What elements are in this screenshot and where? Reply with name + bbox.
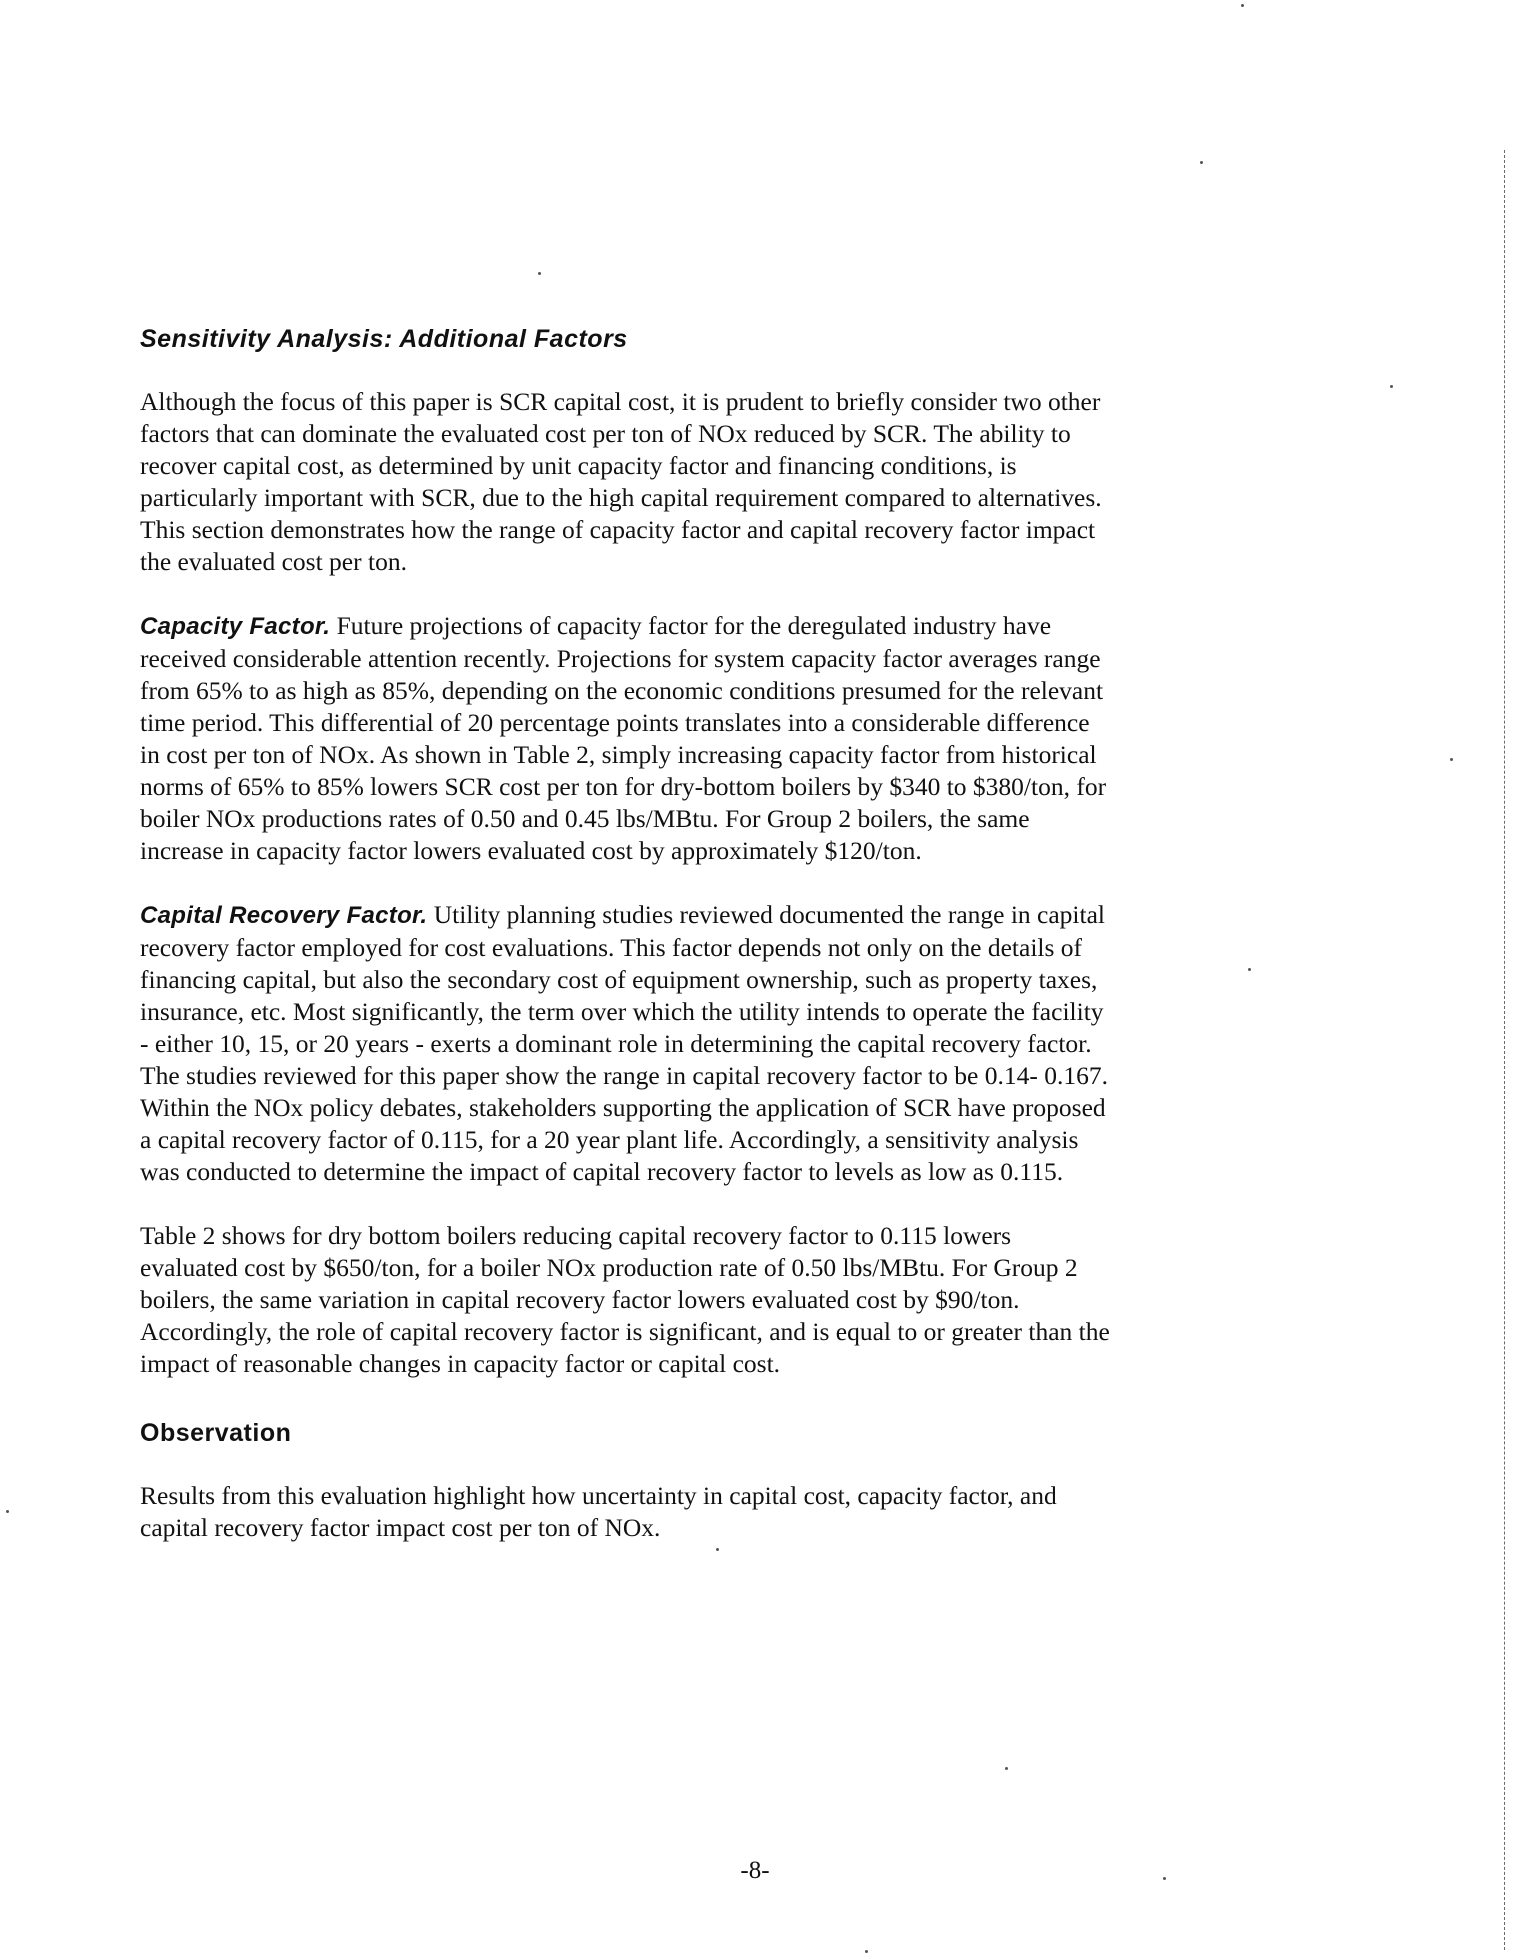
table2-paragraph: Table 2 shows for dry bottom boilers reducing capital recovery factor to 0.115 lowers evaluated cost by $650/ton, for a boiler NOx production rate of 0.50 lbs/MBtu. For Group 2 boilers, the same variation in capital recovery factor lowers evaluated cost by $90/ton. Accordingly, the role of capital recovery factor is significant, and is equal to or greater than the impact of reasonable changes in capacity factor or capital cost. xyxy=(140,1221,1110,1378)
capacity-factor-paragraph xyxy=(140,610,1115,867)
section-heading-observation: Observation xyxy=(140,1419,292,1447)
scan-speck xyxy=(1200,161,1203,164)
main-content xyxy=(140,322,1115,1544)
capital-recovery-paragraph xyxy=(140,899,1115,1188)
scan-speck xyxy=(1005,1767,1008,1770)
scan-speck xyxy=(716,1548,719,1551)
scan-edge-artifact xyxy=(1504,150,1505,1950)
scan-speck xyxy=(1241,4,1244,7)
section-heading-sensitivity: Sensitivity Analysis: Additional Factors xyxy=(140,325,628,353)
scan-speck xyxy=(1450,758,1453,761)
capacity-factor-label: Capacity Factor. xyxy=(140,613,331,640)
scan-speck xyxy=(1390,385,1393,388)
scan-speck xyxy=(1248,968,1251,971)
capacity-factor-text: Future projections of capacity factor for the deregulated industry have received considerable attention recently. Projections for system capacity factor averages range from 65% to as high as 85%, depending on the economic conditions presumed for the relevant time period. This differential of 20 percentage points translates into a considerable difference in cost per ton of NOx. As shown in Table 2, simply increasing capacity factor from historical norms of 65% to 85% lowers SCR cost per ton for dry-bottom boilers by $340 to $380/ton, for boiler NOx productions rates of 0.50 and 0.45 lbs/MBtu. For Group 2 boilers, the same increase in capacity factor lowers evaluated cost by approximately $120/ton. xyxy=(140,611,1107,865)
capital-recovery-text: Utility planning studies reviewed documented the range in capital recovery factor employed for cost evaluations. This factor depends not only on the details of financing capital, but also the secondary cost of equipment ownership, such as property taxes, insurance, etc. Most significantly, the term over which the utility intends to operate the facility - either 10, 15, or 20 years - exerts a dominant role in determining the capital recovery factor. The studies reviewed for this paper show the range in capital recovery factor to be 0.14- 0.167. Within the NOx policy debates, stakeholders supporting the application of SCR have proposed a capital recovery factor of 0.115, for a 20 year plant life. Accordingly, a sensitivity analysis was conducted to determine the impact of capital recovery factor to levels as low as 0.115. xyxy=(140,900,1108,1186)
scan-speck xyxy=(538,272,541,275)
scan-speck xyxy=(6,1510,9,1513)
page-number: -8- xyxy=(740,1857,770,1884)
capital-recovery-label: Capital Recovery Factor. xyxy=(140,902,428,929)
observation-paragraph: Results from this evaluation highlight how uncertainty in capital cost, capacity factor, and capital recovery factor impact cost per ton of NOx. xyxy=(140,1481,1057,1542)
intro-paragraph: Although the focus of this paper is SCR capital cost, it is prudent to briefly consider two other factors that can dominate the evaluated cost per ton of NOx reduced by SCR. The ability to recover capital cost, as determined by unit capacity factor and financing conditions, is particularly important with SCR, due to the high capital requirement compared to alternatives. This section demonstrates how the range of capacity factor and capital recovery factor impact the evaluated cost per ton. xyxy=(140,387,1102,576)
